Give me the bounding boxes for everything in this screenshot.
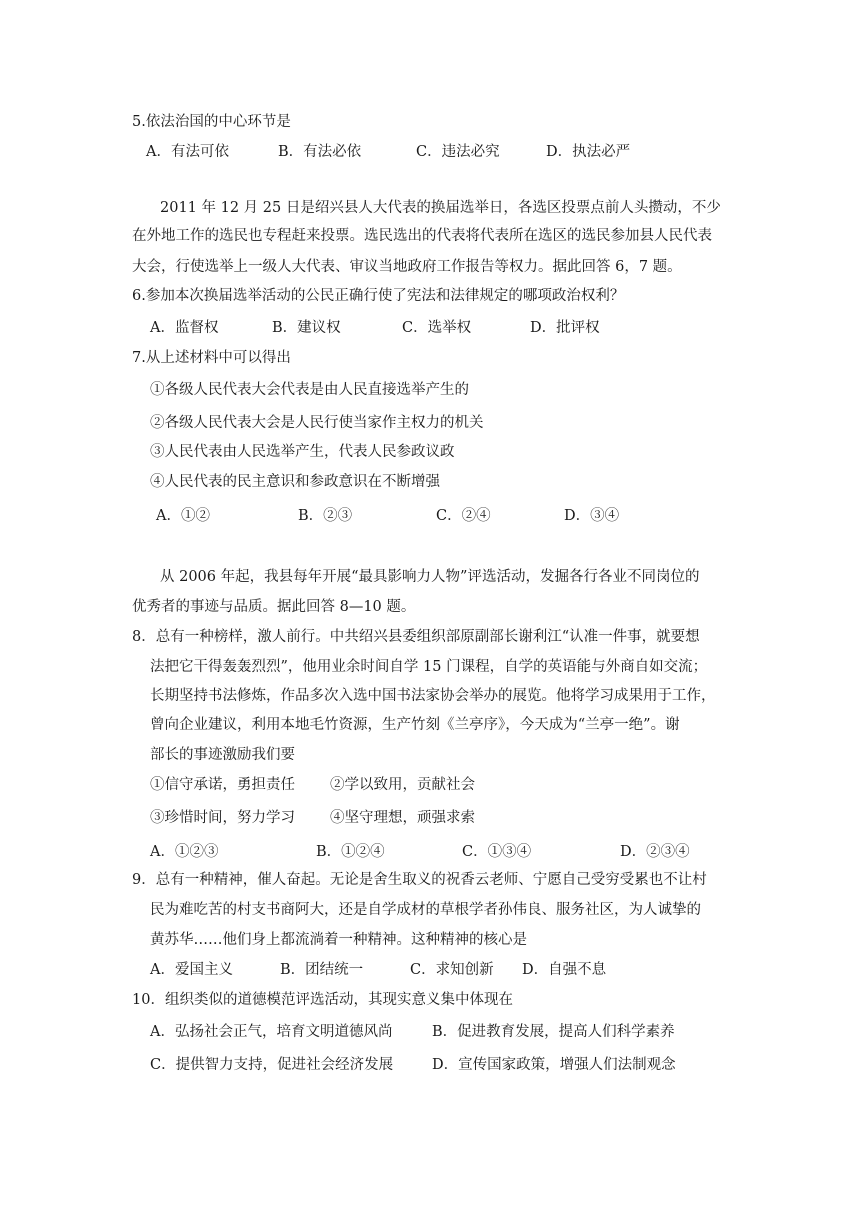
q8-line-2: 法把它干得轰轰烈烈”，他用业余时间自学 15 门课程，自学的英语能与外商自如交流； <box>150 659 708 675</box>
q10-option-a: A．弘扬社会正气，培育文明道德风尚 <box>150 1024 393 1040</box>
q9-option-a: A．爱国主义 <box>150 962 233 978</box>
q6-option-b: B．建议权 <box>272 320 341 336</box>
passage1-line-2: 在外地工作的选民也专程赶来投票。选民选出的代表将代表所在选区的选民参加县人民代表 <box>132 228 712 244</box>
q9-option-d: D．自强不息 <box>522 962 607 978</box>
q7-option-d: D．③④ <box>564 508 620 524</box>
q7-statement-3: ③人民代表由人民选举产生，代表人民参政议政 <box>150 444 455 460</box>
q10-option-c: C．提供智力支持，促进社会经济发展 <box>150 1057 394 1073</box>
q5-stem: 5.依法治国的中心环节是 <box>132 114 291 130</box>
q8-option-d: D．②③④ <box>620 844 690 860</box>
q8-line-4: 曾向企业建议，利用本地毛竹资源，生产竹刻《兰亭序》，今天成为“兰亭一绝”。谢 <box>150 717 680 733</box>
q7-statement-4: ④人民代表的民主意识和参政意识在不断增强 <box>150 474 440 490</box>
q5-option-b: B．有法必依 <box>278 144 362 160</box>
q6-option-a: A．监督权 <box>150 320 219 336</box>
q9-line-1: 9．总有一种精神，催人奋起。无论是舍生取义的祝香云老师、宁愿自己受穷受累也不让村 <box>132 872 707 888</box>
q6-option-c: C．选举权 <box>402 320 472 336</box>
q10-stem: 10．组织类似的道德模范评选活动，其现实意义集中体现在 <box>132 992 513 1008</box>
q8-option-b: B．①②④ <box>316 844 385 860</box>
q7-option-c: C．②④ <box>436 508 491 524</box>
q9-option-b: B．团结统一 <box>280 962 364 978</box>
q5-option-d: D．执法必严 <box>546 144 631 160</box>
passage2-line-2: 优秀者的事迹与品质。据此回答 8—10 题。 <box>132 599 416 615</box>
q7-statement-2: ②各级人民代表大会是人民行使当家作主权力的机关 <box>150 415 484 431</box>
q8-statement-4: ④坚守理想，顽强求索 <box>330 810 475 826</box>
q8-line-3: 长期坚持书法修炼，作品多次入选中国书法家协会举办的展览。他将学习成果用于工作， <box>150 688 716 704</box>
q8-statement-3: ③珍惜时间，努力学习 <box>150 810 295 826</box>
q7-option-a: A．①② <box>156 508 210 524</box>
q8-option-c: C．①③④ <box>462 844 532 860</box>
q8-line-5: 部长的事迹激励我们要 <box>150 747 295 763</box>
passage1-line-3: 大会，行使选举上一级人大代表、审议当地政府工作报告等权力。据此回答 6，7 题。 <box>132 259 682 275</box>
q8-option-a: A．①②③ <box>150 844 219 860</box>
q7-option-b: B．②③ <box>298 508 353 524</box>
q7-statement-1: ①各级人民代表大会代表是由人民直接选举产生的 <box>150 382 469 398</box>
q6-stem: 6.参加本次换届选举活动的公民正确行使了宪法和法律规定的哪项政治权利？ <box>132 288 625 304</box>
q7-stem: 7.从上述材料中可以得出 <box>132 350 291 366</box>
q8-line-1: 8．总有一种榜样，激人前行。中共绍兴县委组织部原副部长谢利江“认准一件事，就要想 <box>132 629 700 645</box>
q8-statement-1: ①信守承诺，勇担责任 <box>150 777 295 793</box>
q5-option-c: C．违法必究 <box>416 144 500 160</box>
q9-line-3: 黄苏华……他们身上都流淌着一种精神。这种精神的核心是 <box>150 932 527 948</box>
q9-line-2: 民为难吃苦的村支书商阿大，还是自学成材的草根学者孙伟良、服务社区，为人诚挚的 <box>150 902 701 918</box>
q8-statement-2: ②学以致用，贡献社会 <box>330 777 475 793</box>
q6-option-d: D．批评权 <box>530 320 600 336</box>
passage2-line-1: 从 2006 年起，我县每年开展“最具影响力人物”评选活动，发掘各行各业不同岗位的 <box>160 569 700 585</box>
q10-option-b: B．促进教育发展，提高人们科学素养 <box>432 1024 675 1040</box>
q9-option-c: C．求知创新 <box>410 962 494 978</box>
passage1-line-1: 2011 年 12 月 25 日是绍兴县人大代表的换届选举日，各选区投票点前人头攒动，不少 <box>160 200 721 216</box>
q5-option-a: A．有法可依 <box>146 144 229 160</box>
q10-option-d: D．宣传国家政策，增强人们法制观念 <box>432 1057 676 1073</box>
